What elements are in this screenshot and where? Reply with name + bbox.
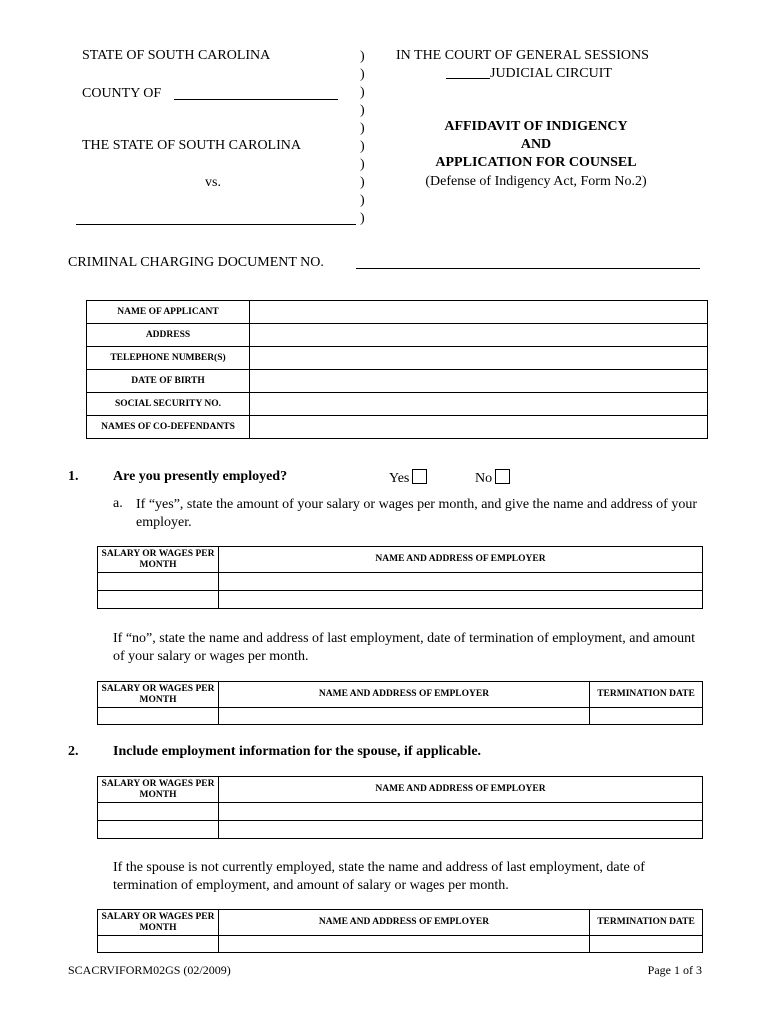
question-2-text: Include employment information for the spouse, if applicable.: [113, 744, 482, 759]
employer-cell[interactable]: [219, 803, 703, 821]
circuit-field[interactable]: [446, 78, 490, 79]
question-1a-label: a.: [113, 496, 123, 511]
salary-header: SALARY OR WAGES PER MONTH: [98, 547, 219, 573]
applicant-table: [86, 300, 708, 439]
applicant-codefendants-field[interactable]: [250, 416, 708, 439]
question-1a-text: If “yes”, state the amount of your salary or wages per month, and give the name and address of your employer.: [136, 497, 697, 530]
no-checkbox[interactable]: [495, 469, 510, 484]
question-2-number: 2.: [68, 744, 79, 759]
defendant-field[interactable]: [76, 224, 356, 225]
salary-cell[interactable]: [98, 803, 219, 821]
applicant-row-label: NAME OF APPLICANT: [87, 301, 250, 324]
termination-header: TERMINATION DATE: [590, 910, 703, 936]
applicant-row-label: ADDRESS: [87, 324, 250, 347]
charging-document-label: CRIMINAL CHARGING DOCUMENT NO.: [68, 255, 324, 270]
spouse-no-employment-text: If the spouse is not currently employed, state the name and address of last employment, date of termination of employment, and amount of salary or wages per month.: [113, 860, 645, 893]
employer-cell[interactable]: [219, 936, 590, 953]
county-field[interactable]: [174, 99, 338, 100]
vs-label: vs.: [205, 175, 221, 190]
form-title: AFFIDAVIT OF INDIGENCY AND APPLICATION FOR COUNSEL: [435, 119, 637, 170]
applicant-telephone-field[interactable]: [250, 347, 708, 370]
applicant-row-label: SOCIAL SECURITY NO.: [87, 393, 250, 416]
plaintiff-label: THE STATE OF SOUTH CAROLINA: [82, 138, 301, 153]
applicant-dob-field[interactable]: [250, 370, 708, 393]
applicant-row-label: NAMES OF CO-DEFENDANTS: [87, 416, 250, 439]
question-1-no-text: If “no”, state the name and address of last employment, date of termination of employment, and amount of your salary or wages per month.: [113, 631, 695, 664]
charging-document-field[interactable]: [356, 268, 700, 269]
employer-header: NAME AND ADDRESS OF EMPLOYER: [219, 777, 703, 803]
applicant-row-label: TELEPHONE NUMBER(S): [87, 347, 250, 370]
yes-option: [389, 469, 427, 487]
employment-table-spouse: [97, 776, 703, 839]
employer-cell[interactable]: [219, 591, 703, 609]
salary-header: SALARY OR WAGES PER MONTH: [98, 777, 219, 803]
employment-table-previous: [97, 681, 703, 725]
employer-header: NAME AND ADDRESS OF EMPLOYER: [219, 547, 703, 573]
question-1-number: 1.: [68, 469, 79, 484]
county-label: COUNTY OF: [82, 86, 162, 101]
termination-cell[interactable]: [590, 936, 703, 953]
form-subtitle: (Defense of Indigency Act, Form No.2): [425, 174, 647, 189]
form-code: SCACRVIFORM02GS (02/2009): [68, 963, 231, 977]
employer-cell[interactable]: [219, 821, 703, 839]
salary-cell[interactable]: [98, 573, 219, 591]
question-1-text: Are you presently employed?: [113, 469, 288, 484]
state-label: STATE OF SOUTH CAROLINA: [82, 48, 271, 63]
termination-cell[interactable]: [590, 708, 703, 725]
yes-label: Yes: [389, 471, 410, 486]
salary-header: SALARY OR WAGES PER MONTH: [98, 682, 219, 708]
employer-cell[interactable]: [219, 573, 703, 591]
employment-table-spouse-previous: [97, 909, 703, 953]
page-number: Page 1 of 3: [647, 963, 702, 977]
court-label: IN THE COURT OF GENERAL SESSIONS: [396, 48, 649, 63]
employment-table-current: [97, 546, 703, 609]
yes-checkbox[interactable]: [412, 469, 427, 484]
salary-cell[interactable]: [98, 936, 219, 953]
no-option: [475, 469, 510, 487]
applicant-name-field[interactable]: [250, 301, 708, 324]
salary-header: SALARY OR WAGES PER MONTH: [98, 910, 219, 936]
employer-header: NAME AND ADDRESS OF EMPLOYER: [219, 910, 590, 936]
circuit-label: JUDICIAL CIRCUIT: [490, 66, 612, 81]
applicant-row-label: DATE OF BIRTH: [87, 370, 250, 393]
applicant-address-field[interactable]: [250, 324, 708, 347]
salary-cell[interactable]: [98, 708, 219, 725]
no-label: No: [475, 471, 493, 486]
employer-header: NAME AND ADDRESS OF EMPLOYER: [219, 682, 590, 708]
salary-cell[interactable]: [98, 821, 219, 839]
termination-header: TERMINATION DATE: [590, 682, 703, 708]
salary-cell[interactable]: [98, 591, 219, 609]
employer-cell[interactable]: [219, 708, 590, 725]
applicant-ssn-field[interactable]: [250, 393, 708, 416]
